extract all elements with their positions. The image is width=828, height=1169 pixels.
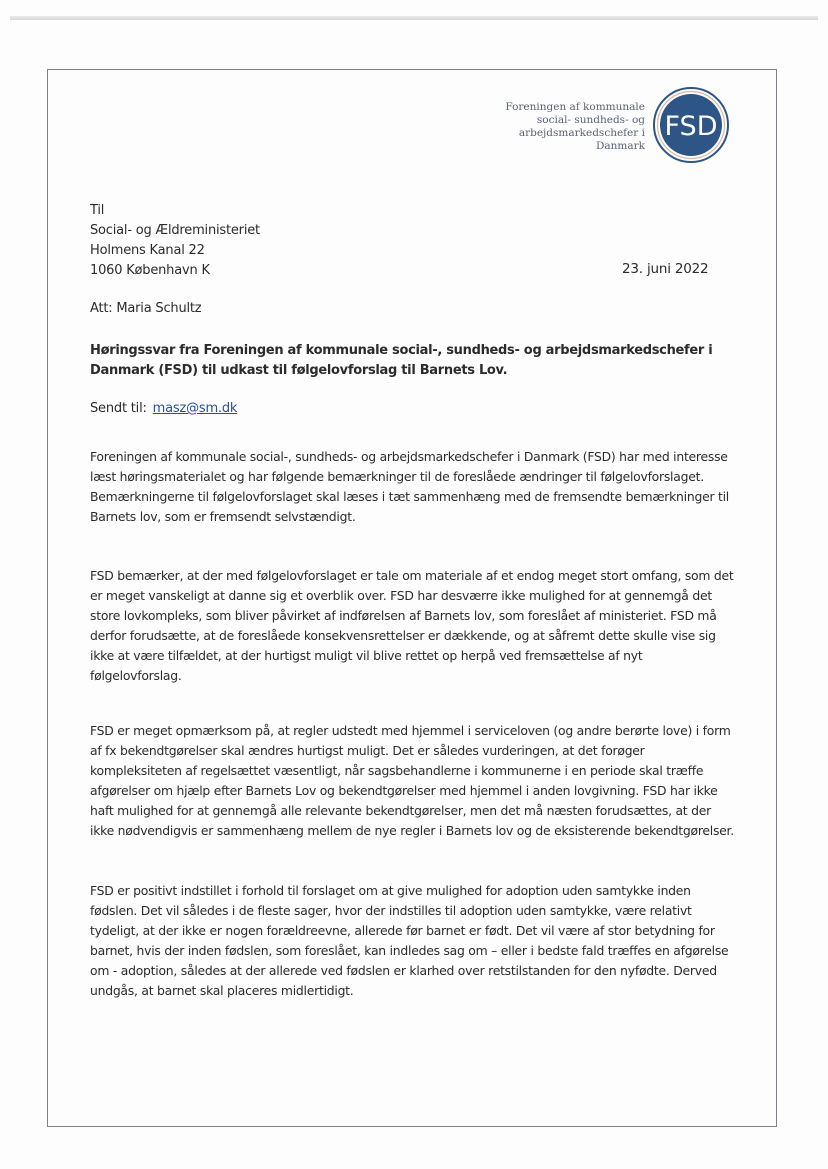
paragraph-line: er meget vanskeligt at danne sig et overblik over. FSD har desværre ikke mulighed for at gennemgå det (90, 588, 712, 603)
sent-to-label: Sendt til: (90, 401, 147, 416)
scan-edge (10, 16, 818, 20)
logo-text: FSD (664, 111, 718, 142)
paragraph-line: undgås, at barnet skal placeres midlertidigt. (90, 983, 354, 998)
recipient-line: Til (90, 203, 105, 218)
paragraph-line: følgelovforslag. (90, 668, 182, 683)
subject-heading (90, 341, 712, 381)
paragraph-line: haft mulighed for at gennemgå alle relevante bekendtgørelser, men det må næsten forudsættes, at der (90, 803, 711, 818)
paragraph (90, 721, 770, 841)
paragraph-line: FSD er meget opmærksom på, at regler udstedt med hjemmel i serviceloven (og andre berørte love) i form (90, 723, 731, 738)
paragraph-line: tydeligt, at der ikke er nogen forældreevne, allerede før barnet er født. Det vil være af stor betydning for (90, 923, 715, 938)
paragraph-line: læst høringsmaterialet og har følgende bemærkninger til de foreslåede ændringer til følgelovforslaget. (90, 469, 704, 484)
paragraph (90, 566, 770, 686)
paragraph-line: store lovkompleks, som bliver påvirket af indførelsen af Barnets lov, som foreslået af ministeriet. FSD må (90, 608, 717, 623)
organization-name (470, 101, 645, 153)
paragraph-line: barnet, hvis der inden fødslen, som foreslået, kan indledes sag om – eller i bedste fald træffes en afgørelse (90, 943, 729, 958)
recipient-line: 1060 København K (90, 263, 210, 278)
paragraph-line: Foreningen af kommunale social-, sundheds- og arbejdsmarkedschefer i Danmark (FSD) har med interesse (90, 449, 728, 464)
org-line: social- sundheds- og (536, 114, 645, 126)
paragraph-line: ikke at være tilfældet, at der hurtigst muligt vil blive rettet op herpå ved fremsættelse af nyt (90, 648, 643, 663)
attention-line: Att: Maria Schultz (90, 301, 202, 316)
org-line: Foreningen af kommunale (505, 101, 645, 113)
paragraph-line: afgørelser om hjælp efter Barnets Lov og bekendtgørelser med hjemmel i anden lovgivning. FSD har ikke (90, 783, 718, 798)
paragraph-line: derfor forudsætte, at de foreslåede konsekvensrettelser er dækkende, og at såfremt dette skulle vise sig (90, 628, 716, 643)
recipient-line: Social- og Ældreministeriet (90, 223, 260, 238)
recipient-line: Holmens Kanal 22 (90, 243, 205, 258)
subject-line: Høringssvar fra Foreningen af kommunale social-, sundheds- og arbejdsmarkedschefer i (90, 343, 713, 358)
paragraph (90, 447, 770, 527)
paragraph-line: Barnets lov, som er fremsendt selvstændigt. (90, 509, 356, 524)
paragraph (90, 881, 770, 1001)
paragraph-line: af fx bekendtgørelser skal ændres hurtigst muligt. Det er således vurderingen, at det forøger (90, 743, 645, 758)
fsd-logo-icon (653, 87, 729, 163)
paragraph-line: Bemærkningerne til følgelovforslaget skal læses i tæt sammenhæng med de fremsendte bemærkninger til (90, 489, 729, 504)
paragraph-line: om - adoption, således at der allerede ved fødslen er klarhed over retstilstanden for den nyfødte. Derved (90, 963, 717, 978)
sent-to (90, 401, 237, 416)
letter-date: 23. juni 2022 (622, 261, 709, 277)
paragraph-line: kompleksiteten af regelsættet væsentligt, når sagsbehandlerne i kommunerne i en periode skal træffe (90, 763, 704, 778)
org-line: arbejdsmarkedschefer i Danmark (518, 127, 645, 152)
recipient-address (90, 201, 260, 281)
paragraph-line: ikke nødvendigvis er sammenhæng mellem de nye regler i Barnets lov og de eksisterende bekendtgørelser. (90, 823, 734, 838)
paragraph-line: FSD bemærker, at der med følgelovforslaget er tale om materiale af et endog meget stort omfang, som det (90, 568, 734, 583)
paragraph-line: fødslen. Det vil således i de fleste sager, hvor der indstilles til adoption uden samtykke, være relativt (90, 903, 692, 918)
email-link[interactable]: masz@sm.dk (152, 401, 238, 416)
paragraph-line: FSD er positivt indstillet i forhold til forslaget om at give mulighed for adoption uden samtykke inden (90, 883, 691, 898)
subject-line: Danmark (FSD) til udkast til følgelovforslag til Barnets Lov. (90, 363, 508, 378)
